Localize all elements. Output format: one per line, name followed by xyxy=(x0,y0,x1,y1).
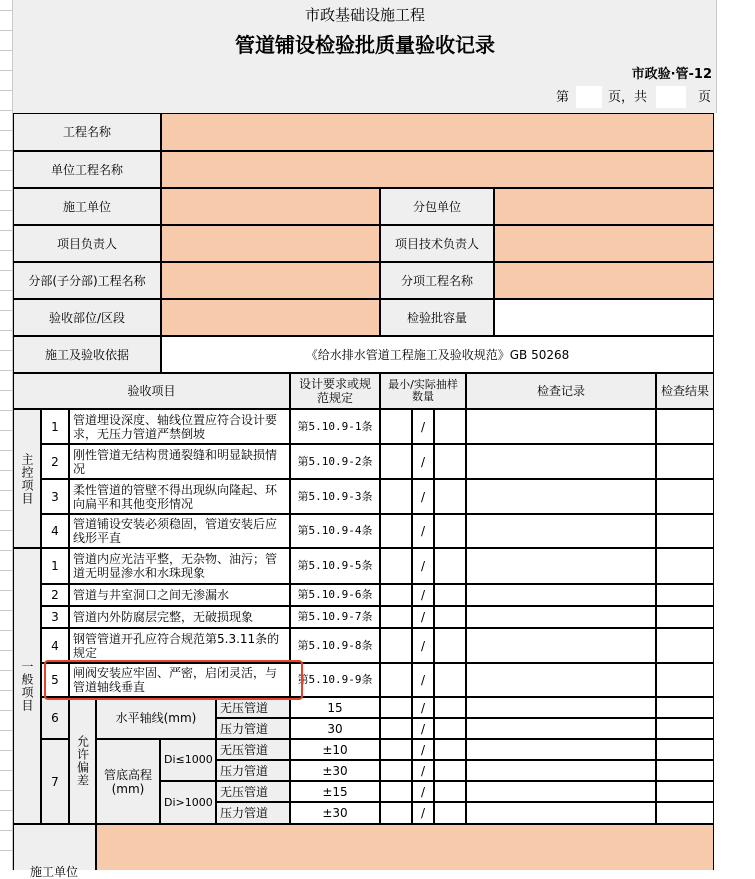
general-item-min-sample[interactable] xyxy=(380,628,412,663)
tolerance-value: ±15 xyxy=(290,781,380,802)
subitem-field[interactable] xyxy=(494,262,714,299)
general-item-min-sample[interactable] xyxy=(380,606,412,628)
row-gridline xyxy=(0,90,12,91)
general-item-min-sample[interactable] xyxy=(380,663,412,697)
item6-number: 6 xyxy=(41,697,69,739)
general-item-sample-slash: / xyxy=(412,584,434,606)
page-prefix-label: 第 xyxy=(556,90,570,105)
tolerance-record[interactable] xyxy=(466,781,656,802)
general-item-result[interactable] xyxy=(656,584,714,606)
category-title: 市政基础设施工程 xyxy=(304,6,425,24)
tolerance-result[interactable] xyxy=(656,802,714,824)
project-manager-label: 项目负责人 xyxy=(13,225,161,262)
row-gridline xyxy=(0,630,12,631)
tolerance-actual-sample[interactable] xyxy=(434,802,466,824)
main-item-sample-slash: / xyxy=(412,409,434,444)
main-item-sample-slash: / xyxy=(412,514,434,548)
row-gridline xyxy=(0,690,12,691)
row-gridline xyxy=(0,270,12,271)
form-code: 市政验·管-12 xyxy=(631,67,712,82)
row-gridline xyxy=(0,50,12,51)
general-item-actual-sample[interactable] xyxy=(434,628,466,663)
general-item-description: 管道内应光洁平整，无杂物、油污；管道无明显渗水和水珠现象 xyxy=(69,548,290,584)
row-gridline xyxy=(0,750,12,751)
general-item-number: 2 xyxy=(41,584,69,606)
di-gt-label: Di>1000 xyxy=(160,781,216,824)
tolerance-pipe-type: 压力管道 xyxy=(216,718,290,739)
tolerance-label xyxy=(69,697,96,824)
row-gridline xyxy=(0,30,12,31)
row-gridline xyxy=(0,590,12,591)
tolerance-min-sample[interactable] xyxy=(380,739,412,760)
row-gridline xyxy=(0,470,12,471)
general-item-result[interactable] xyxy=(656,606,714,628)
general-item-actual-sample[interactable] xyxy=(434,584,466,606)
subcontractor-label: 分包单位 xyxy=(380,188,494,225)
general-item-sample-slash: / xyxy=(412,606,434,628)
tolerance-sample-slash: / xyxy=(412,739,434,760)
general-item-record[interactable] xyxy=(466,628,656,663)
row-gridline xyxy=(0,610,12,611)
row-gridline xyxy=(0,810,12,811)
tolerance-pipe-type: 无压管道 xyxy=(216,739,290,760)
di-le-label: Di≤1000 xyxy=(160,739,216,781)
tolerance-pipe-type: 无压管道 xyxy=(216,781,290,802)
row-gridline xyxy=(0,170,12,171)
tolerance-actual-sample[interactable] xyxy=(434,697,466,718)
main-group-text: 主控项目 xyxy=(20,452,34,505)
row-gridline xyxy=(0,70,12,71)
unit-project-label: 单位工程名称 xyxy=(13,151,161,188)
tolerance-value: ±10 xyxy=(290,739,380,760)
tolerance-pipe-type: 无压管道 xyxy=(216,697,290,718)
general-item-number: 5 xyxy=(41,663,69,697)
main-item-description: 刚性管道无结构贯通裂缝和明显缺损情况 xyxy=(69,444,290,479)
row-gridline xyxy=(0,830,12,831)
main-item-description: 柔性管道的管壁不得出现纵向隆起、环向扁平和其他变形情况 xyxy=(69,479,290,514)
location-field[interactable] xyxy=(161,299,380,336)
general-item-spec: 第5.10.9-7条 xyxy=(290,606,380,628)
row-gridline xyxy=(0,650,12,651)
general-item-actual-sample[interactable] xyxy=(434,548,466,584)
main-item-number: 2 xyxy=(41,444,69,479)
main-item-number: 3 xyxy=(41,479,69,514)
tolerance-record[interactable] xyxy=(466,697,656,718)
row-gridline xyxy=(0,310,12,311)
tolerance-result[interactable] xyxy=(656,739,714,760)
general-item-spec: 第5.10.9-5条 xyxy=(290,548,380,584)
tolerance-actual-sample[interactable] xyxy=(434,739,466,760)
main-item-actual-sample[interactable] xyxy=(434,479,466,514)
row-gridline xyxy=(0,250,12,251)
row-gridline xyxy=(0,290,12,291)
general-item-number: 4 xyxy=(41,628,69,663)
general-item-spec: 第5.10.9-8条 xyxy=(290,628,380,663)
main-item-result[interactable] xyxy=(656,444,714,479)
row-gridline xyxy=(0,710,12,711)
tolerance-sample-slash: / xyxy=(412,760,434,781)
footer-label: 施工单位 xyxy=(30,865,79,879)
row-gridline xyxy=(0,730,12,731)
row-gridline xyxy=(0,410,12,411)
general-item-spec: 第5.10.9-9条 xyxy=(290,663,380,697)
highlight-box xyxy=(44,660,303,700)
contractor-label: 施工单位 xyxy=(13,188,161,225)
tech-manager-field[interactable] xyxy=(494,225,714,262)
main-item-min-sample[interactable] xyxy=(380,444,412,479)
row-gridline xyxy=(0,450,12,451)
main-item-result[interactable] xyxy=(656,479,714,514)
division-field[interactable] xyxy=(161,262,380,299)
row-gridline xyxy=(0,150,12,151)
tolerance-value: 15 xyxy=(290,697,380,718)
general-item-result[interactable] xyxy=(656,663,714,697)
footer-field[interactable] xyxy=(96,824,714,870)
main-item-record[interactable] xyxy=(466,514,656,548)
general-item-actual-sample[interactable] xyxy=(434,606,466,628)
tolerance-result[interactable] xyxy=(656,718,714,739)
subitem-label: 分项工程名称 xyxy=(380,262,494,299)
main-item-number: 1 xyxy=(41,409,69,444)
general-item-description: 钢管管道开孔应符合规范第5.3.11条的规定 xyxy=(69,628,290,663)
main-item-min-sample[interactable] xyxy=(380,479,412,514)
general-item-result[interactable] xyxy=(656,628,714,663)
horiz-axis-label: 水平轴线(mm) xyxy=(96,697,216,739)
main-item-min-sample[interactable] xyxy=(380,409,412,444)
tolerance-min-sample[interactable] xyxy=(380,697,412,718)
general-item-min-sample[interactable] xyxy=(380,584,412,606)
general-item-description: 闸阀安装应牢固、严密，启闭灵活，与管道轴线垂直 xyxy=(69,663,290,697)
row-gridline xyxy=(0,790,12,791)
general-item-sample-slash: / xyxy=(412,663,434,697)
project-name-field[interactable] xyxy=(161,113,714,151)
form-title: 管道铺设检验批质量验收记录 xyxy=(235,33,495,57)
tolerance-min-sample[interactable] xyxy=(380,781,412,802)
general-item-description: 管道内外防腐层完整，无破损现象 xyxy=(69,606,290,628)
page-total-field[interactable] xyxy=(656,86,686,108)
main-item-description: 管道埋设深度、轴线位置应符合设计要求，无压力管道严禁倒坡 xyxy=(69,409,290,444)
general-item-sample-slash: / xyxy=(412,548,434,584)
tolerance-record[interactable] xyxy=(466,802,656,824)
main-item-record[interactable] xyxy=(466,409,656,444)
sampling-header: 最小/实际抽样数量 xyxy=(380,373,466,409)
items-header: 验收项目 xyxy=(13,373,290,409)
tolerance-sample-slash: / xyxy=(412,781,434,802)
main-item-result[interactable] xyxy=(656,409,714,444)
design-header: 设计要求或规范规定 xyxy=(290,373,380,409)
row-gridline xyxy=(0,370,12,371)
tolerance-sample-slash: / xyxy=(412,802,434,824)
general-item-number: 3 xyxy=(41,606,69,628)
general-item-record[interactable] xyxy=(466,606,656,628)
row-gridline xyxy=(0,670,12,671)
row-gridline xyxy=(0,390,12,391)
result-header: 检查结果 xyxy=(656,373,714,409)
subcontractor-field[interactable] xyxy=(494,188,714,225)
tolerance-actual-sample[interactable] xyxy=(434,718,466,739)
main-item-actual-sample[interactable] xyxy=(434,444,466,479)
division-label: 分部(子分部)工程名称 xyxy=(13,262,161,299)
unit-project-field[interactable] xyxy=(161,151,714,188)
main-item-spec: 第5.10.9-3条 xyxy=(290,479,380,514)
tolerance-record[interactable] xyxy=(466,718,656,739)
tolerance-result[interactable] xyxy=(656,697,714,718)
general-item-description: 管道与井室洞口之间无渗漏水 xyxy=(69,584,290,606)
general-item-number: 1 xyxy=(41,548,69,584)
main-item-sample-slash: / xyxy=(412,444,434,479)
project-name-label: 工程名称 xyxy=(13,113,161,151)
basis-value: 《给水排水管道工程施工及验收规范》GB 50268 xyxy=(161,336,714,373)
main-item-sample-slash: / xyxy=(412,479,434,514)
tolerance-pipe-type: 压力管道 xyxy=(216,802,290,824)
tolerance-min-sample[interactable] xyxy=(380,760,412,781)
general-item-result[interactable] xyxy=(656,548,714,584)
main-item-record[interactable] xyxy=(466,479,656,514)
general-item-sample-slash: / xyxy=(412,628,434,663)
general-group-text: 一般项目 xyxy=(20,660,34,712)
row-gridline xyxy=(0,350,12,351)
tech-manager-label: 项目技术负责人 xyxy=(380,225,494,262)
main-item-spec: 第5.10.9-2条 xyxy=(290,444,380,479)
tolerance-record[interactable] xyxy=(466,739,656,760)
tolerance-pipe-type: 压力管道 xyxy=(216,760,290,781)
general-group-label xyxy=(13,548,41,824)
page-suffix-label: 页 xyxy=(698,90,712,105)
tolerance-min-sample[interactable] xyxy=(380,802,412,824)
row-gridline xyxy=(0,490,12,491)
row-gridline xyxy=(0,850,12,851)
general-item-min-sample[interactable] xyxy=(380,548,412,584)
location-label: 验收部位/区段 xyxy=(13,299,161,336)
project-manager-field[interactable] xyxy=(161,225,380,262)
tolerance-record[interactable] xyxy=(466,760,656,781)
tolerance-result[interactable] xyxy=(656,760,714,781)
main-item-actual-sample[interactable] xyxy=(434,514,466,548)
main-item-record[interactable] xyxy=(466,444,656,479)
row-gridline xyxy=(0,430,12,431)
tolerance-value: ±30 xyxy=(290,760,380,781)
row-gridline xyxy=(0,510,12,511)
row-gridline xyxy=(0,770,12,771)
batch-capacity-field[interactable] xyxy=(494,299,714,336)
row-gridline xyxy=(0,230,12,231)
main-item-spec: 第5.10.9-4条 xyxy=(290,514,380,548)
general-item-record[interactable] xyxy=(466,548,656,584)
tolerance-sample-slash: / xyxy=(412,697,434,718)
batch-capacity-label: 检验批容量 xyxy=(380,299,494,336)
row-gridline xyxy=(0,570,12,571)
general-item-record[interactable] xyxy=(466,663,656,697)
main-item-min-sample[interactable] xyxy=(380,514,412,548)
general-item-record[interactable] xyxy=(466,584,656,606)
main-item-description: 管道铺设安装必须稳固，管道安装后应线形平直 xyxy=(69,514,290,548)
main-item-number: 4 xyxy=(41,514,69,548)
page-number-field[interactable] xyxy=(576,86,602,108)
row-gridline xyxy=(0,130,12,131)
item7-number: 7 xyxy=(41,739,69,824)
row-gridline xyxy=(0,10,12,11)
page-mid-label: 页，共 xyxy=(608,90,648,105)
tolerance-value: ±30 xyxy=(290,802,380,824)
record-header: 检查记录 xyxy=(466,373,656,409)
tolerance-min-sample[interactable] xyxy=(380,718,412,739)
tolerance-text: 允许偏差 xyxy=(75,734,90,787)
right-margin xyxy=(717,0,755,870)
row-gridline xyxy=(0,530,12,531)
tolerance-actual-sample[interactable] xyxy=(434,760,466,781)
row-gridline xyxy=(0,210,12,211)
main-item-spec: 第5.10.9-1条 xyxy=(290,409,380,444)
tolerance-value: 30 xyxy=(290,718,380,739)
footer-label-cell xyxy=(13,824,96,879)
row-gridline xyxy=(0,190,12,191)
tolerance-sample-slash: / xyxy=(412,718,434,739)
main-item-actual-sample[interactable] xyxy=(434,409,466,444)
row-gridline xyxy=(0,110,12,111)
basis-label: 施工及验收依据 xyxy=(13,336,161,373)
main-item-result[interactable] xyxy=(656,514,714,548)
row-gridline xyxy=(0,550,12,551)
general-item-spec: 第5.10.9-6条 xyxy=(290,584,380,606)
pipe-bottom-label: 管底高程(mm) xyxy=(96,739,160,824)
tolerance-result[interactable] xyxy=(656,781,714,802)
row-gridline xyxy=(0,330,12,331)
contractor-field[interactable] xyxy=(161,188,380,225)
main-group-label xyxy=(13,409,41,548)
general-item-actual-sample[interactable] xyxy=(434,663,466,697)
tolerance-actual-sample[interactable] xyxy=(434,781,466,802)
